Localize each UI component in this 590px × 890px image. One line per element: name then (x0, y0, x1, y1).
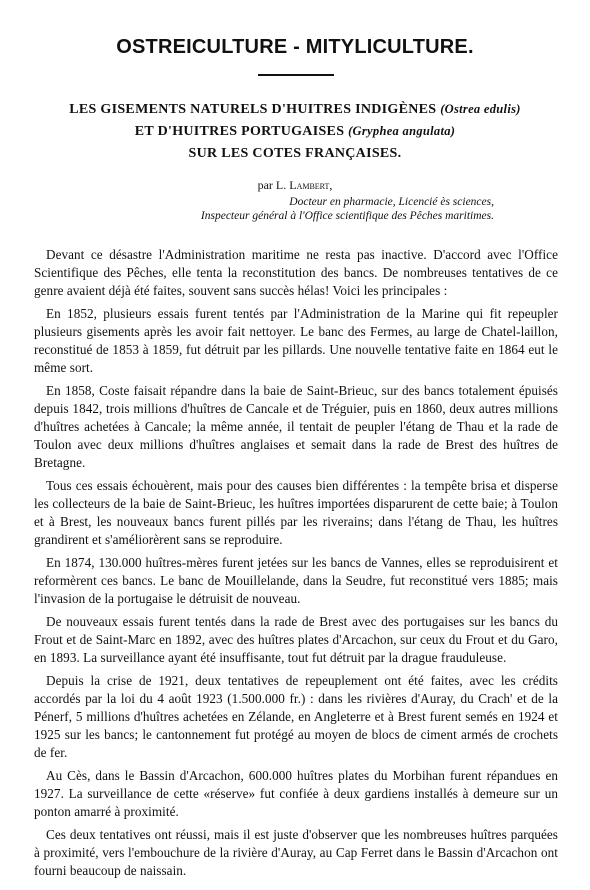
paragraph: En 1874, 130.000 huîtres-mères furent jetées sur les bancs de Vannes, elles se reproduisirent et reformèrent ces bancs. Le banc de Mouillelande, dans la Seudre, fut reconstitué vers 1885; mais l'invasion de la portugaise le détruisit de nouveau. (34, 555, 558, 606)
paragraph: Au Cès, dans le Bassin d'Arcachon, 600.000 huîtres plates du Morbihan furent répandues en 1927. La surveillance de cette «réserve» fut confiée à deux gardiens installés à demeure sur un ponton amarré à proximité. (34, 768, 558, 819)
paragraph: Devant ce désastre l'Administration maritime ne resta pas inactive. D'accord avec l'Office Scientifique des Pêches, elle tenta la reconstitution des bancs. De nombreuses tentatives de ce genre avaient déjà été faites, souvent sans succès hélas! Voici les principales : (34, 247, 558, 298)
paragraph: En 1858, Coste faisait répandre dans la baie de Saint-Brieuc, sur des bancs totalement épuisés depuis 1842, trois millions d'huîtres de Cancale et de Tréguier, puis en 1860, deux autres millions d'huîtres achetées à Cancale; la même année, il tentait de peupler l'étang de Thau et la rade de Toulon avec deux millions d'huîtres anglaises et semait dans la rade de Brest des huîtres de Bretagne. (34, 383, 558, 470)
latin-name-ostrea: (Ostrea edulis) (440, 102, 521, 116)
article-title-text-1: LES GISEMENTS NATURELS D'HUITRES INDIGÈNES (69, 102, 437, 117)
article-title-line-3: SUR LES COTES FRANÇAISES. (188, 146, 402, 161)
author-credential-1: Docteur en pharmacie, Licencié ès sciences, (289, 196, 494, 208)
paragraph: De nouveaux essais furent tentés dans la rade de Brest avec des portugaises sur les bancs du Frout et de Saint-Marc en 1892, avec des huîtres plates d'Arcachon, sur ceux du Frout et du Garo, en 1893. La surveillance ayant été insuffisante, tout fut détruit par la drague frauduleuse. (34, 614, 558, 665)
paragraph: Tous ces essais échouèrent, mais pour des causes bien différentes : la tempête brisa et disperse les collecteurs de la baie de Saint-Brieuc, les huîtres importées disparurent de cette baie; à Toulon et à Brest, les nouveaux bancs furent pillés par les riverains; dans l'étang de Thau, les huîtres grandirent et s'améliorèrent sans se reproduire. (34, 478, 558, 547)
article-body (34, 246, 558, 885)
paragraph: En 1852, plusieurs essais furent tentés par l'Administration de la Marine qui fit repeupler plusieurs gisements après les avoir fait nettoyer. Le banc des Fermes, au large de Chatel-laillon, reconstitué de 1853 à 1859, fut détruit par les pillards. Une nouvelle tentative faite en 1864 eut le même sort. (34, 306, 558, 375)
article-title-text-2: ET D'HUITRES PORTUGAISES (134, 124, 345, 139)
author-name: Lambert, (289, 178, 333, 192)
title-divider (258, 74, 334, 76)
author-credential-2: Inspecteur général à l'Office scientifique des Pêches maritimes. (200, 210, 494, 222)
page-title: OSTREICULTURE - MITYLICULTURE. (116, 36, 474, 58)
paragraph: Depuis la crise de 1921, deux tentatives de repeuplement ont été faites, avec les crédits accordés par la loi du 4 août 1923 (1.500.000 fr.) : dans les rivières d'Auray, du Crach' et de la Pénerf, 5 millions d'huîtres achetées en Zélande, en Angleterre et à Brest furent semés en 1924 et 1925 sur les bancs; le cantonnement fut protégé au moyen de blocs de ciment armés de crochets de fer. (34, 673, 558, 760)
latin-name-gryphea: (Gryphea angulata) (348, 124, 456, 138)
article-title-line-2 (0, 124, 590, 140)
paragraph: Ces deux tentatives ont réussi, mais il est juste d'observer que les nombreuses huîtres parquées à proximité, vers l'embouchure de la rivière d'Auray, au Cap Ferret dans le Bassin d'Arcachon ont fourni beaucoup de naissain. (34, 827, 558, 878)
author-byline (0, 178, 590, 193)
article-title-line-1 (0, 102, 590, 118)
byline-prefix: par L. (257, 178, 287, 192)
